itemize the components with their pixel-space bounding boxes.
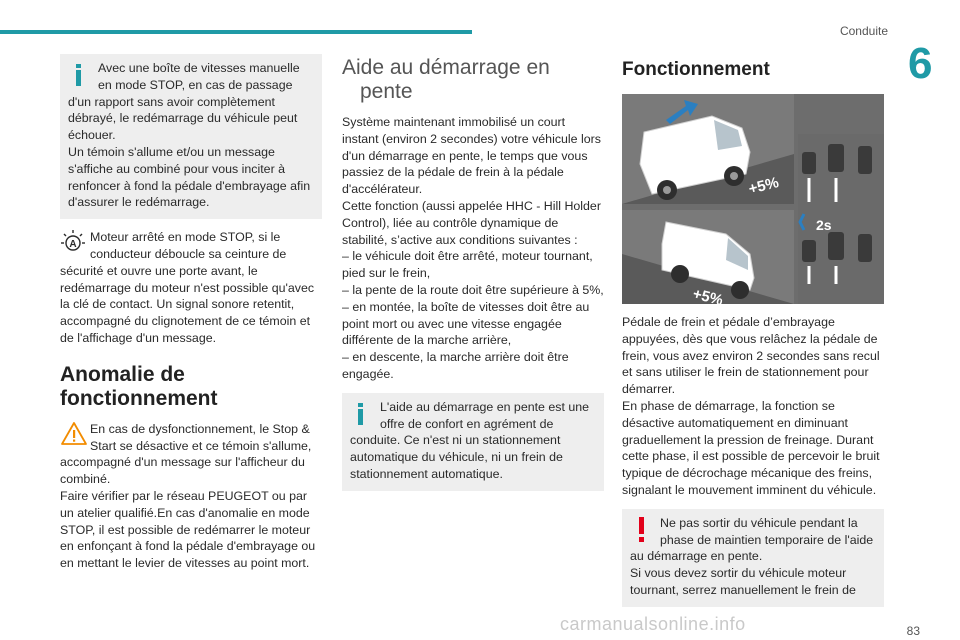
hhc-conditions-intro: Cette fonction (aussi appelée HHC - Hill Holder Control), liée au contrôle dynamique de stabilité, s’active aux conditions suivantes : [342,198,601,247]
condition-item-2: – la pente de la route doit être supérieure à 5%, [342,282,604,297]
heading-line-2: pente [360,80,413,103]
heading-aide-demarrage [342,56,604,104]
info-icon [68,60,92,90]
auto-stop-warning-icon [60,229,84,259]
auto-restart-note [60,229,322,347]
info-box-hhc [342,393,604,491]
alert-exclamation-icon [630,515,654,545]
heading-anomalie: Anomalie de fonctionnement [60,362,218,410]
anomaly-note [60,421,322,572]
operation-text-2: En phase de démarrage, la fonction se désactive automatiquement en diminuant graduellement la pression de freinage. Durant cette phase, il est possible de percevoir le bruit typique de décrochage mécanique des freins, signalant le mouvement imminent du véhicule. [622,398,880,497]
condition-item-3: – en montée, la boîte de vitesses doit être au point mort ou avec une vitesse engagée différente de la marche arrière, [342,299,590,348]
alert-text-2: Si vous devez sortir du véhicule moteur tournant, serrez manuellement le frein de [630,566,856,597]
section-title: Conduite [839,24,888,38]
anomaly-text-2: Faire vérifier par le réseau PEUGEOT ou par un atelier qualifié.En cas d'anomalie en mode STOP, il est possible de redémarrer le moteur en enfonçant à fond la pédale d'embrayage ou en mettant le levier de vitesses au point mort. [60,488,316,571]
anomaly-text: En cas de dysfonctionnement, le Stop & Start se désactive et ce témoin s'allume, accompagné d'un message sur l'afficheur du combiné. [60,421,312,487]
condition-item-1: – le véhicule doit être arrêté, moteur tournant, pied sur le frein, [342,249,593,281]
header-accent-bar [0,30,472,34]
grade-label-bottom: +5% [691,285,725,304]
heading-fonctionnement: Fonctionnement [622,59,770,80]
page-number: 83 [906,624,920,638]
chapter-number: 6 [908,39,933,88]
info-icon [350,399,374,429]
auto-restart-text: Moteur arrêté en mode STOP, si le conducteur déboucle sa ceinture de sécurité et ouvre une porte avant, le redémarrage du moteur n'est possible qu'avec la clé de contact. Un signal sonore retentit, accompagné du clignotement de ce témoin et de l'affichage d'un message. [60,230,315,345]
operation-text-1: Pédale de frein et pédale d’embrayage appuyées, dès que vous relâchez la pédale de frein, vous avez environ 2 secondes sans recul et sans utiliser le frein de stationnement pour démarrer. [622,315,880,397]
condition-item-4: – en descente, la marche arrière doit être engagée. [342,350,569,381]
heading-line-1: Aide au démarrage en [342,56,550,79]
column-left [60,54,322,572]
watermark: carmanualsonline.info [560,614,746,634]
hill-start-illustration [622,94,884,304]
column-middle [342,56,604,491]
info-box-manual-gearbox [60,54,322,219]
svg-text:A: A [69,239,77,251]
alert-text-1: Ne pas sortir du véhicule pendant la phase de maintien temporaire de l'aide au démarrage en pente. [630,515,874,564]
alert-box-leaving-vehicle [622,509,884,607]
timer-label: 2s [816,217,832,233]
grade-label-top: +5% [746,174,781,198]
info-text-2: Un témoin s'allume et/ou un message s'affiche au combiné pour vous inciter à renfoncer à fond la pédale d'embrayage afin d'assurer le redémarrage. [68,144,311,210]
info-text-1: Avec une boîte de vitesses manuelle en mode STOP, en cas de passage d'un rapport sans avoir complètement débrayé, le redémarrage du véhicule peut échouer. [68,61,300,143]
column-right [622,56,884,607]
hhc-info-text: L'aide au démarrage en pente est une offre de confort en agrément de conduite. Ce n'est ni un stationnement automatique du véhicule, ni un frein de stationnement automatique. [350,399,590,481]
warning-triangle-icon [60,421,84,451]
hhc-intro: Système maintenant immobilisé un court instant (environ 2 secondes) votre véhicule lors d'un démarrage en pente, le temps que vous passiez de la pédale de frein à la pédale d'accélérateur. [342,115,601,197]
